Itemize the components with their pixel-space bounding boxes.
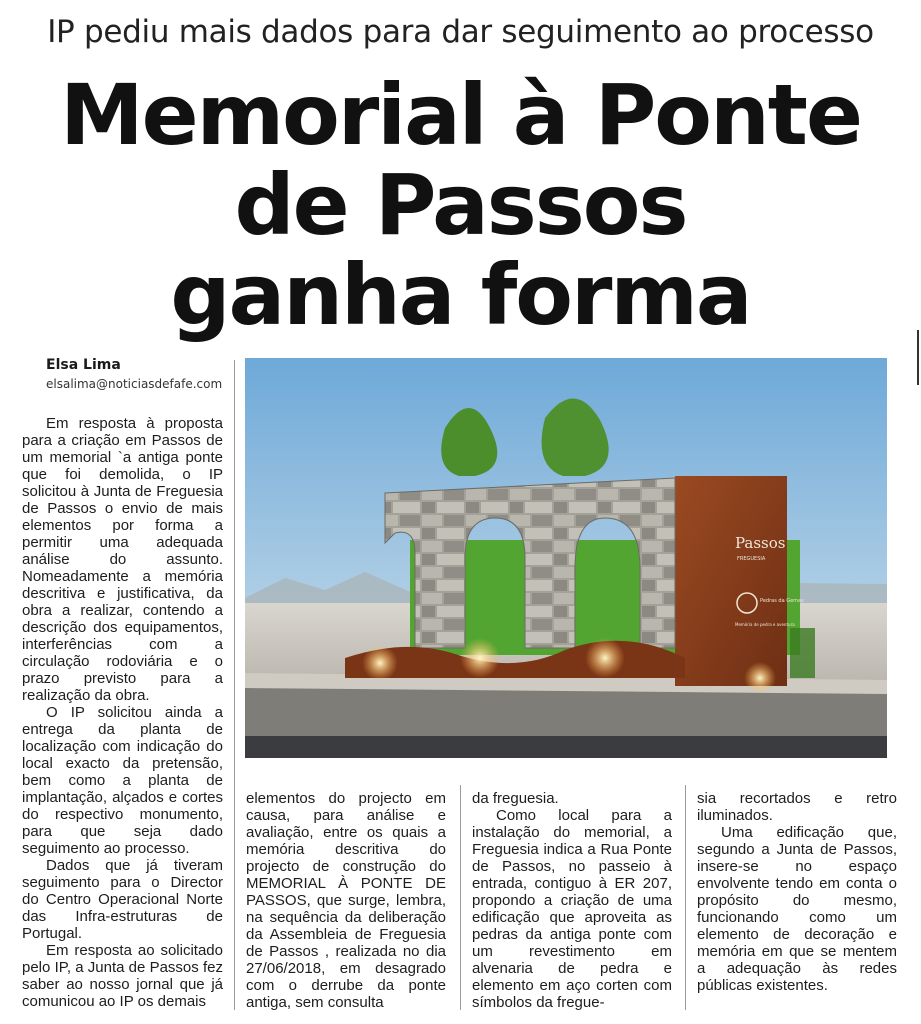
headline-line-2: de Passos [234,156,687,254]
body-paragraph: Como local para a instalação do memorial, a Freguesia indica a Rua Ponte de Passos, no passeio à entrada, contiguo à ER 207, propondo a criação de uma edificação que aproveita as pedras da antiga ponte com um revestimento em alvenaria de pedra e elemento em aço corten com símbolos da fregue- [472,807,672,1011]
body-paragraph: elementos do projecto em causa, para análise e avaliação, entre os quais a memória descritiva do projecto de construção do MEMORIAL À PONTE DE PASSOS, que surge, lembra, na sequência da deliberação da Assembleia de Freguesia de Passos , realizada no dia 27/06/2018, em desagrado com o derrube da ponte antiga, sem consulta [246,790,446,1011]
body-column-2 [246,790,446,1011]
body-column-1 [22,415,223,1010]
sign-emblem-subtext: Memória de pedra e aventura [735,622,795,627]
body-paragraph: Uma edificação que, segundo a Junta de Passos, insere-se no espaço envolvente tendo em conta o propósito do mesmo, funcionando como um elemento de decoração e memória em que se mentem a adequação às redes públicas existentes. [697,824,897,994]
body-paragraph: Em resposta ao solicitado pelo IP, a Junta de Passos fez saber ao nosso jornal que já comunicou ao IP os demais [22,942,223,1010]
page-edge-mark [917,330,919,385]
column-rule-2 [460,785,461,1010]
column-rule-3 [685,785,686,1010]
headline-line-3: ganha forma [170,246,751,344]
column-rule-1 [234,360,235,1010]
body-paragraph: da freguesia. [472,790,559,807]
author-email[interactable]: elsalima@noticiasdefafe.com [46,377,223,391]
article-kicker: IP pediu mais dados para dar seguimento ao processo [47,14,874,50]
article-headline [0,66,921,344]
sign-logo-text: Passos [735,534,786,552]
memorial-rendering-image [245,358,887,758]
body-paragraph: sia recortados e retro iluminados. [697,790,897,824]
sign-emblem-text: Pedras da Gemas [760,598,804,604]
body-column-4 [697,790,897,994]
body-paragraph: Em resposta à proposta para a criação em Passos de um memorial `a antiga ponte que foi demolida, o IP solicitou à Junta de Freguesia de Passos o envio de mais elementos por forma a permitir uma adequada análise do assunto. Nomeadamente a memória descritiva e justificativa, da obra a realizar, contendo a descrição dos equipamentos, interferências com a circulação rodoviária e o prazo previsto para a realização da obra. [22,415,223,704]
author-name: Elsa Lima [46,357,121,373]
sign-logo-subtext: FREGUESIA [737,556,766,562]
article-photo [245,358,887,758]
body-column-3 [472,790,672,1011]
body-paragraph: O IP solicitou ainda a entrega da planta de localização com indicação do local exacto da pretensão, bem como a planta de implantação, alçados e cortes do respectivo monumento, para que seja dado seguimento ao processo. [22,704,223,857]
body-paragraph: Dados que já tiveram seguimento para o Director do Centro Operacional Norte das Infra-estruturas de Portugal. [22,857,223,942]
headline-line-1: Memorial à Ponte [60,66,861,164]
